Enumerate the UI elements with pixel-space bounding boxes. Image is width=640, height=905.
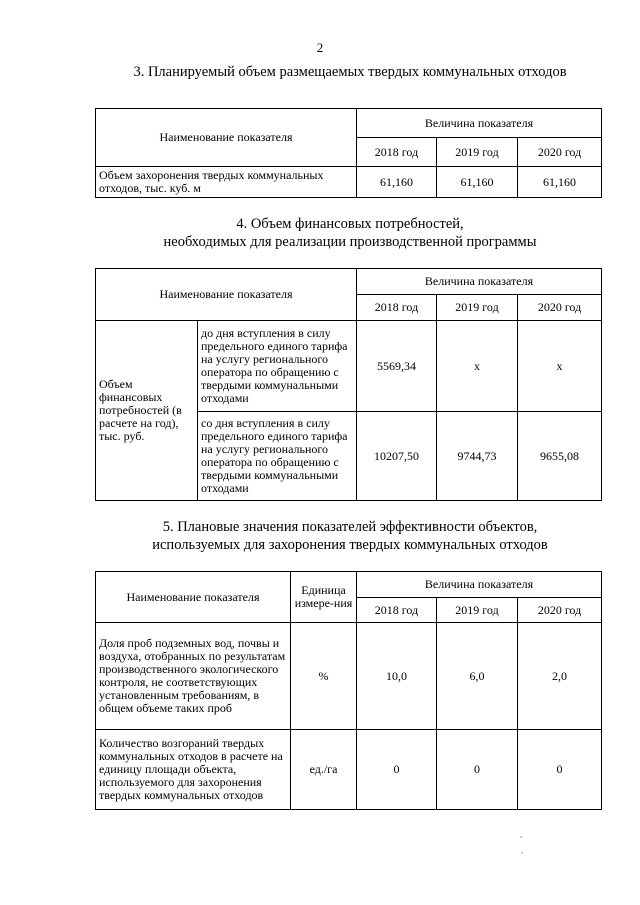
year-header: 2019 год xyxy=(437,295,518,321)
year-header: 2018 год xyxy=(357,138,437,167)
value-cell: х xyxy=(518,321,602,412)
section4-title-line2: необходимых для реализации производственной программы xyxy=(163,234,537,250)
year-header: 2019 год xyxy=(437,138,518,167)
row-name: Объем захоронения твердых коммунальных отходов, тыс. куб. м xyxy=(96,167,357,198)
col-value-header: Величина показателя xyxy=(357,109,602,138)
section3-title: 3. Планируемый объем размещаемых твердых коммунальных отходов xyxy=(133,64,567,80)
row-name: Количество возгораний твердых коммунальных отходов в расчете на единицу площади объекта, используемого для захоронения твердых коммунальных отходов xyxy=(96,730,291,810)
section3-table xyxy=(95,108,602,198)
section4-table xyxy=(95,268,602,501)
col-value-header: Величина показателя xyxy=(357,572,602,598)
unit-cell: ед./га xyxy=(291,730,357,810)
value-cell: 5569,34 xyxy=(357,321,437,412)
col-name-header: Наименование показателя xyxy=(96,109,357,167)
section5-title-line2: используемых для захоронения твердых коммунальных отходов xyxy=(152,537,548,553)
unit-cell: % xyxy=(291,623,357,730)
year-header: 2018 год xyxy=(357,295,437,321)
value-cell: х xyxy=(437,321,518,412)
year-header: 2019 год xyxy=(437,598,518,623)
col-unit-header: Единица измере-ния xyxy=(291,572,357,623)
year-header: 2018 год xyxy=(357,598,437,623)
year-header: 2020 год xyxy=(518,295,602,321)
col-name-header: Наименование показателя xyxy=(96,269,357,321)
page-number: 2 xyxy=(316,40,324,55)
value-cell: 9655,08 xyxy=(518,412,602,501)
value-cell: 10,0 xyxy=(357,623,437,730)
value-cell: 61,160 xyxy=(437,167,518,198)
row-name: до дня вступления в силу предельного единого тарифа на услугу регионального оператора по обращению с твердыми коммунальными отходами xyxy=(198,321,357,412)
year-header: 2020 год xyxy=(518,598,602,623)
value-cell: 0 xyxy=(518,730,602,810)
value-cell: 6,0 xyxy=(437,623,518,730)
value-cell: 2,0 xyxy=(518,623,602,730)
row-name: со дня вступления в силу предельного единого тарифа на услугу регионального оператора по обращению с твердыми коммунальными отходами xyxy=(198,412,357,501)
scan-speck xyxy=(520,836,522,838)
value-cell: 9744,73 xyxy=(437,412,518,501)
section5-title-line1: 5. Плановые значения показателей эффективности объектов, xyxy=(162,519,538,535)
year-header: 2020 год xyxy=(518,138,602,167)
value-cell: 0 xyxy=(437,730,518,810)
value-cell: 10207,50 xyxy=(357,412,437,501)
value-cell: 61,160 xyxy=(357,167,437,198)
col-value-header: Величина показателя xyxy=(357,269,602,295)
group-label: Объем финансовых потребностей (в расчете на год), тыс. руб. xyxy=(96,321,198,501)
section5-table xyxy=(95,571,602,810)
value-cell: 0 xyxy=(357,730,437,810)
section4-title-line1: 4. Объем финансовых потребностей, xyxy=(236,216,464,232)
scan-speck xyxy=(521,852,523,854)
value-cell: 61,160 xyxy=(518,167,602,198)
row-name: Доля проб подземных вод, почвы и воздуха, отобранных по результатам производственного экологического контроля, не соответствующих установленным требованиям, в общем объеме таких проб xyxy=(96,623,291,730)
col-name-header: Наименование показателя xyxy=(96,572,291,623)
